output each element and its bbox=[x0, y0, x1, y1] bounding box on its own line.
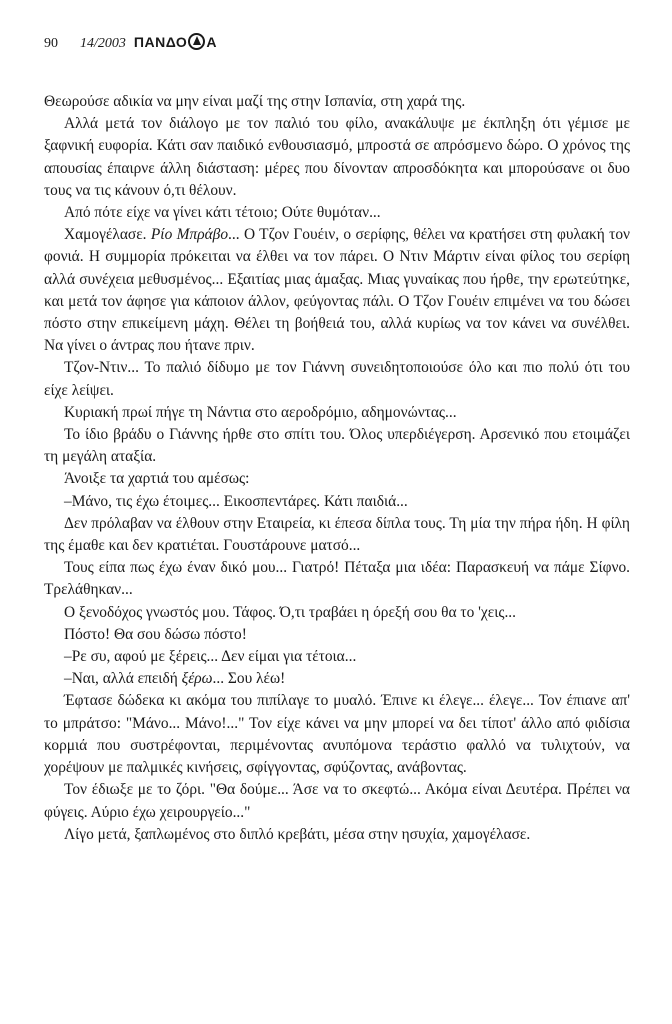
paragraph: Ο ξενοδόχος γνωστός μου. Τάφος. Ό,τι τραβάει η όρεξή σου θα το 'χεις... bbox=[64, 603, 517, 621]
paragraph: Θεωρούσε αδικία να μην είναι μαζί της στην Ισπανία, στη χαρά της. bbox=[44, 93, 466, 110]
magazine-title-left: ΠΑΝΔΟ bbox=[133, 34, 188, 50]
paragraph: Άνοιξε τα χαρτιά του αμέσως: bbox=[64, 470, 250, 488]
paragraph: Από πότε είχε να γίνει κάτι τέτοιο; Ούτε θυμόταν... bbox=[64, 204, 381, 222]
paragraph-text: ... Ο Τζον Γουέιν, ο σερίφης, θέλει να κρατήσει στη φυλακή τον φονιά. Η συμμορία πρόκειται να έλθει να τον πάρει. Ο Ντιν Μάρτιν είναι φίλος του σερίφη αλλά συνέχεια μεθυσμένος... Εξαιτίας μιας άμαξας. Μιας γυναίκας που ήρθε, την ερωτεύτηκε, και μετά τον άφησε για κάποιον άλλον, φεύγοντας πάλι. Ο Τζον Γουέιν επιμένει να του δώσει πόστο στην επικείμενη μάχη. Θέλει τη βοήθειά του, αλλά κυρίως να τον κάνει να συνέλθει. Να γίνει ο άντρας που ήτανε πριν. bbox=[44, 226, 631, 355]
magazine-title-right: Α bbox=[206, 34, 217, 50]
paragraph: Δεν πρόλαβαν να έλθουν στην Εταιρεία, κι έπεσα δίπλα τους. Τη μία την πήρα ήδη. Η φίλη της έμαθε και δεν κρατιέται. Γουστάρουνε ματσό... bbox=[44, 514, 630, 555]
page-header bbox=[44, 30, 217, 54]
tree-emblem-icon bbox=[188, 33, 205, 50]
magazine-logo bbox=[134, 30, 217, 50]
paragraph: Τους είπα πως έχω έναν δικό μου... Γιατρό! Πέταξα μια ιδέα: Παρασκευή να πάμε Σίφνο. Τρελάθηκαν... bbox=[44, 559, 630, 599]
paragraph: Πόστο! Θα σου δώσω πόστο! bbox=[64, 625, 247, 643]
paragraph: Τον έδιωξε με το ζόρι. "Θα δούμε... Άσε να το σκεφτώ... Ακόμα είναι Δευτέρα. Πρέπει να φύγεις. Αύριο έχω χειρουργείο..." bbox=[44, 781, 630, 821]
paragraph: Τζον-Ντιν... Το παλιό δίδυμο με τον Γιάννη συνειδητοποιούσε όλο και πιο πολύ ότι του είχε λείψει. bbox=[44, 359, 630, 399]
paragraph: Λίγο μετά, ξαπλωμένος στο διπλό κρεβάτι, μέσα στην ησυχία, χαμογέλασε. bbox=[64, 825, 531, 843]
issue-number: 14/2003 bbox=[80, 36, 126, 51]
page-number: 90 bbox=[44, 36, 58, 51]
paragraph-text: ... Σου λέω! bbox=[212, 670, 286, 688]
italic-title: Ρίο Μπράβο bbox=[150, 226, 229, 244]
paragraph bbox=[44, 224, 630, 357]
paragraph-text: –Ναι, αλλά επειδή bbox=[64, 670, 182, 688]
paragraph-text: Χαμογέλασε. bbox=[64, 226, 151, 244]
article-body bbox=[44, 91, 630, 846]
paragraph: –Ρε συ, αφού με ξέρεις... Δεν είμαι για τέτοια... bbox=[64, 648, 357, 666]
paragraph: Κυριακή πρωί πήγε τη Νάντια στο αεροδρόμιο, αδημονώντας... bbox=[64, 403, 457, 421]
paragraph: Έφτασε δώδεκα κι ακόμα του πιπίλαγε το μυαλό. Έπινε κι έλεγε... έλεγε... Τον έπιανε απ' το μπράτσο: "Μάνο... Μάνο!..." Τον είχε κάνει να μην μπορεί να δει τίποτ' άλλο από φιδίσια κορμιά που συστρέφονται, περιμένοντας ανυπόμονα τεράστιο φαλλό να τυλιχτούν, να χορέψουν με παλμικές κινήσεις, σφίγγοντας, σφύζοντας, ανάβοντας. bbox=[44, 692, 630, 777]
paragraph: Αλλά μετά τον διάλογο με τον παλιό του φίλο, ανακάλυψε με έκπληξη ότι γέμισε με ξαφνική ευφορία. Κάτι σαν παιδικό ενθουσιασμό, μπροστά σε απρόσμενο δώρο. Ο χρόνος της απουσίας έπαιρνε άλλη διάσταση: μέρες που δίνονταν απροσδόκητα και μπορούσανε οι δυο τους να τις κάνουν ό,τι θέλουν. bbox=[44, 115, 630, 199]
paragraph: Το ίδιο βράδυ ο Γιάννης ήρθε στο σπίτι του. Όλος υπερδιέγερση. Αρσενικό που ετοιμάζει τη μεγάλη αταξία. bbox=[44, 426, 630, 466]
paragraph: –Μάνο, τις έχω έτοιμες... Εικοσπεντάρες. Κάτι παιδιά... bbox=[64, 492, 408, 510]
italic-word: ξέρω bbox=[181, 670, 213, 688]
paragraph bbox=[44, 668, 630, 690]
